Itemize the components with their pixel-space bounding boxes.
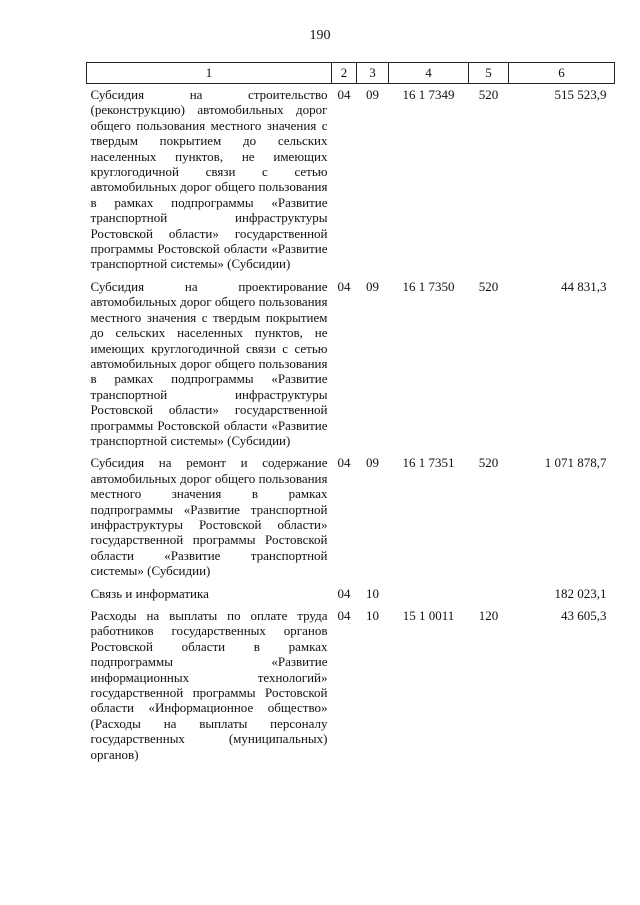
table-row <box>87 579 615 601</box>
header-col-2: 2 <box>332 63 357 84</box>
row-target-code: 16 1 7351 <box>402 455 455 471</box>
header-col-6: 6 <box>509 63 615 84</box>
row-expense-type: 520 <box>478 87 499 102</box>
row-target-code <box>389 579 469 601</box>
header-col-1: 1 <box>87 63 332 84</box>
row-expense-type: 520 <box>478 455 499 471</box>
row-amount: 1 071 878,7 <box>544 455 607 471</box>
header-col-5: 5 <box>469 63 509 84</box>
row-subsection: 09 <box>366 87 379 102</box>
row-name: Расходы на выплаты по оплате труда работников государственных органов Ростовской области в рамках подпрограммы «Развитие информационных технологий» государственной программы Ростовской области «Информационное общество» (Расходы на выплаты персоналу государственных (муниципальных) органов) <box>90 608 328 762</box>
row-section: 04 <box>337 608 351 623</box>
row-subsection: 09 <box>366 455 379 471</box>
row-target-code: 15 1 0011 <box>402 608 455 623</box>
row-expense-type: 520 <box>478 278 499 294</box>
row-section: 04 <box>337 87 351 102</box>
row-subsection: 09 <box>366 278 379 294</box>
row-subsection: 10 <box>366 608 379 623</box>
table-header <box>87 63 615 84</box>
row-amount: 44 831,3 <box>561 278 607 294</box>
row-subsection: 10 <box>366 585 379 601</box>
row-name: Субсидия на проектирование автомобильных дорог общего пользования местного значения с твердым покрытием до сельских населенных пунктов, не имеющих круглогодичной связи с сетью автомобильных дорог общего пользования в рамках подпрограммы «Развитие транспортной инфраструктуры Ростовской области» государственной программы Ростовской области «Развитие транспортной системы» (Субсидии) <box>90 278 328 448</box>
row-section: 04 <box>337 278 351 294</box>
row-target-code: 16 1 7349 <box>402 87 455 102</box>
row-section: 04 <box>337 455 351 471</box>
row-name: Связь и информатика <box>90 585 209 601</box>
row-amount: 515 523,9 <box>554 87 607 102</box>
table-row <box>87 601 615 762</box>
row-name: Субсидия на строительство (реконструкцию) автомобильных дорог общего пользования местного значения с твердым покрытием до сельских населенных пунктов, не имеющих круглогодичной связи с сетью автомобильных дорог общего пользования в рамках подпрограммы «Развитие транспортной инфраструктуры Ростовской области» государственной программы Ростовской области «Развитие транспортной системы» (Субсидии) <box>90 87 328 272</box>
row-expense-type <box>469 579 509 601</box>
row-name: Субсидия на ремонт и содержание автомобильных дорог общего пользования местного значения в рамках подпрограммы «Развитие транспортной инфраструктуры Ростовской области» государственной программы Ростовской области «Развитие транспортной системы» (Субсидии) <box>90 455 328 579</box>
page-number: 190 <box>309 28 331 43</box>
header-col-3: 3 <box>357 63 389 84</box>
row-expense-type: 120 <box>478 608 499 623</box>
row-amount: 43 605,3 <box>561 608 607 623</box>
header-col-4: 4 <box>389 63 469 84</box>
row-amount: 182 023,1 <box>554 585 607 601</box>
row-target-code: 16 1 7350 <box>402 278 455 294</box>
table-row <box>87 448 615 578</box>
row-section: 04 <box>337 585 351 601</box>
table-row <box>87 272 615 448</box>
table-row <box>87 84 615 272</box>
budget-table <box>86 62 615 762</box>
